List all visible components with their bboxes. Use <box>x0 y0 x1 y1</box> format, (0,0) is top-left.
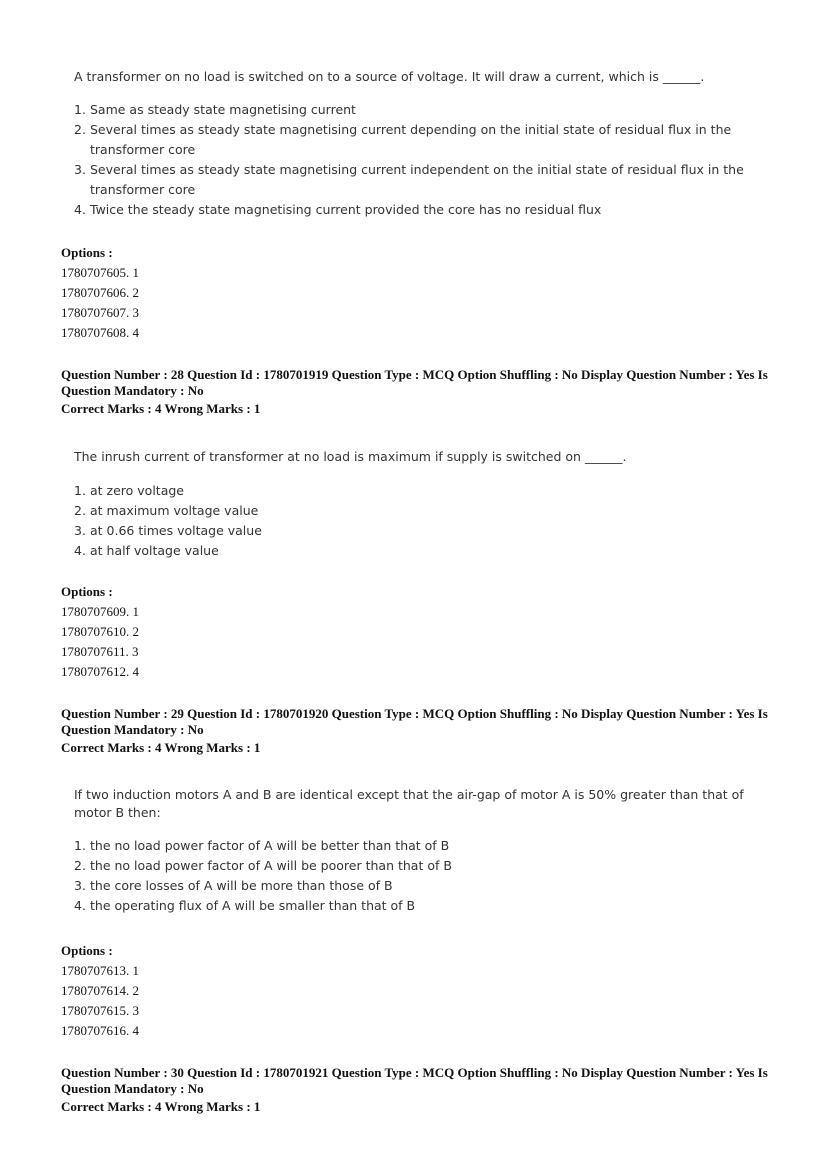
choice-1: 1. at zero voltage <box>74 483 184 498</box>
question-28-header <box>61 367 801 417</box>
option-id: 1780707611. 3 <box>61 644 139 659</box>
option-id: 1780707607. 3 <box>61 305 139 320</box>
option-id: 1780707613. 1 <box>61 963 139 978</box>
option-id: 1780707612. 4 <box>61 664 139 679</box>
marks-line: Correct Marks : 4 Wrong Marks : 1 <box>61 401 261 416</box>
choice-list <box>74 836 774 916</box>
option-id: 1780707615. 3 <box>61 1003 139 1018</box>
choice-list <box>74 481 774 561</box>
question-text: The inrush current of transformer at no load is maximum if supply is switched on ______. <box>74 449 627 464</box>
options-label: Options : <box>61 245 113 260</box>
choice-4: 4. the operating flux of A will be smaller than that of B <box>74 898 416 913</box>
choice-2: 2. the no load power factor of A will be poorer than that of B <box>74 858 452 873</box>
question-27-body <box>74 68 774 220</box>
question-28-body <box>74 448 774 561</box>
question-meta: Question Number : 29 Question Id : 1780701920 Question Type : MCQ Option Shuffling : No Display Question Number : Yes Is Question Mandatory : No Correct Marks : 4 Wrong Marks : 1 <box>61 706 801 756</box>
option-id: 1780707608. 4 <box>61 325 139 340</box>
question-29-body <box>74 786 774 916</box>
options-27 <box>61 243 801 343</box>
question-29-header <box>61 706 801 756</box>
option-id: 1780707606. 2 <box>61 285 139 300</box>
option-id: 1780707614. 2 <box>61 983 139 998</box>
choice-3: 3. at 0.66 times voltage value <box>74 523 262 538</box>
choice-3: 3. Several times as steady state magnetising current independent on the initial state of residual flux in the transformer core <box>74 162 744 197</box>
choice-2: 2. at maximum voltage value <box>74 503 259 518</box>
choice-4: 4. Twice the steady state magnetising current provided the core has no residual flux <box>74 202 602 217</box>
question-text: A transformer on no load is switched on to a source of voltage. It will draw a current, which is ______. <box>74 69 705 84</box>
choice-1: 1. Same as steady state magnetising current <box>74 102 356 117</box>
option-id: 1780707616. 4 <box>61 1023 139 1038</box>
options-label: Options : <box>61 584 113 599</box>
choice-list <box>74 100 774 220</box>
question-meta: Question Number : 28 Question Id : 1780701919 Question Type : MCQ Option Shuffling : No Display Question Number : Yes Is Question Mandatory : No Correct Marks : 4 Wrong Marks : 1 <box>61 367 801 417</box>
option-id: 1780707609. 1 <box>61 604 139 619</box>
choice-2: 2. Several times as steady state magnetising current depending on the initial state of residual flux in the transformer core <box>74 122 732 157</box>
question-text: If two induction motors A and B are identical except that the air-gap of motor A is 50% greater than that of motor B then: <box>74 787 744 820</box>
options-29 <box>61 941 801 1041</box>
options-label: Options : <box>61 943 113 958</box>
question-meta: Question Number : 30 Question Id : 1780701921 Question Type : MCQ Option Shuffling : No Display Question Number : Yes Is Question Mandatory : No Correct Marks : 4 Wrong Marks : 1 <box>61 1065 801 1115</box>
options-28 <box>61 582 801 682</box>
question-30-header <box>61 1065 801 1115</box>
choice-3: 3. the core losses of A will be more than those of B <box>74 878 393 893</box>
choice-1: 1. the no load power factor of A will be better than that of B <box>74 838 450 853</box>
option-id: 1780707605. 1 <box>61 265 139 280</box>
marks-line: Correct Marks : 4 Wrong Marks : 1 <box>61 1099 261 1114</box>
option-id: 1780707610. 2 <box>61 624 139 639</box>
choice-4: 4. at half voltage value <box>74 543 219 558</box>
marks-line: Correct Marks : 4 Wrong Marks : 1 <box>61 740 261 755</box>
